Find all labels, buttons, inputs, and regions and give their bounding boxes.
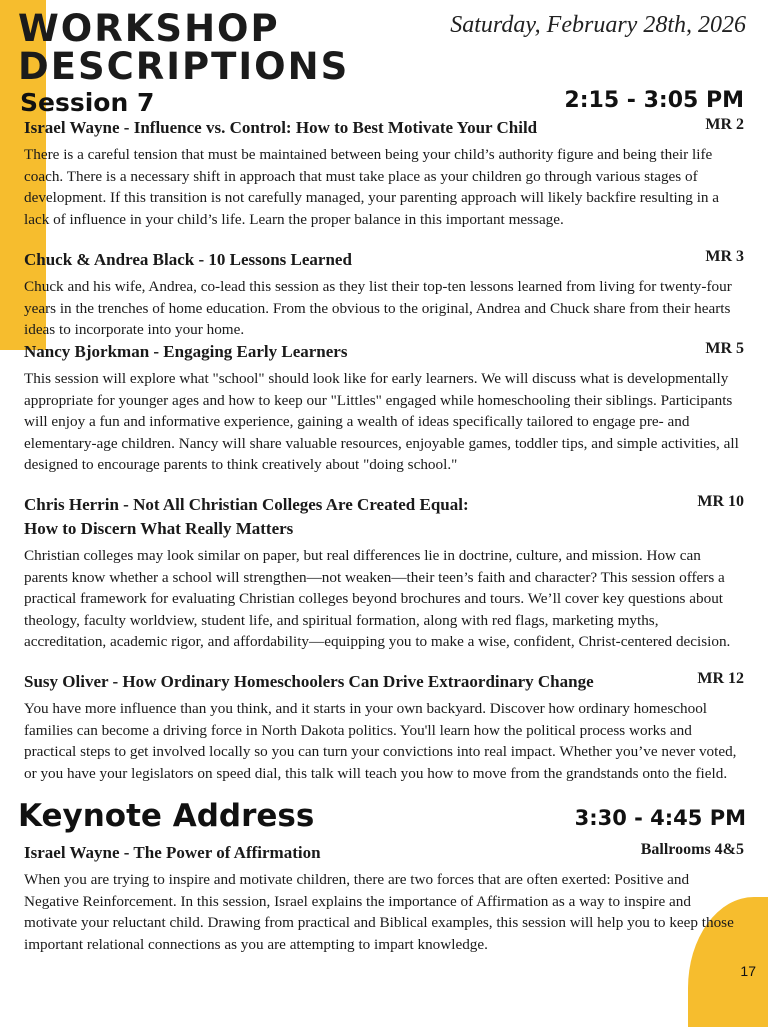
keynote-session bbox=[24, 841, 744, 955]
session-label: Session 7 bbox=[20, 88, 155, 117]
title-line-2: DESCRIPTIONS bbox=[18, 45, 350, 88]
keynote-title: Israel Wayne - The Power of Affirmation bbox=[24, 843, 321, 862]
workshop-nancy-bjorkman bbox=[24, 340, 744, 476]
title-line-1: WORKSHOP bbox=[18, 7, 280, 50]
workshop-room: MR 12 bbox=[697, 670, 744, 687]
workshop-description: You have more influence than you think, and it starts in your own backyard. Discover how ordinary homeschool families can become a driving force in North Dakota politics. You'll learn how the political process works and practical steps to get involved locally so you can turn your convictions into real impact. Whether you’ve never voted, or you have your legislators on speed dial, this talk will teach you how to move from the grandstands onto the field. bbox=[24, 700, 737, 782]
workshop-title: Israel Wayne - Influence vs. Control: How to Best Motivate Your Child bbox=[24, 118, 538, 137]
workshop-chuck-andrea-black bbox=[24, 248, 744, 341]
keynote-time: 3:30 - 4:45 PM bbox=[574, 806, 746, 830]
keynote-label: Keynote Address bbox=[18, 798, 315, 834]
workshop-room: MR 10 bbox=[697, 493, 744, 510]
workshop-subtitle: How to Discern What Really Matters bbox=[24, 519, 294, 538]
page-number: 17 bbox=[740, 963, 756, 979]
workshop-chris-herrin bbox=[24, 493, 744, 653]
workshop-title: Chuck & Andrea Black - 10 Lessons Learned bbox=[24, 250, 352, 269]
workshop-description: Chuck and his wife, Andrea, co-lead this session as they list their top-ten lessons learned from living for twenty-four years in the trenches of home education. From the obvious to the original, Andrea and Chuck share from their hearts ideas to incorporate into your home. bbox=[24, 278, 732, 339]
workshop-title: Chris Herrin - Not All Christian Colleges Are Created Equal: bbox=[24, 495, 469, 514]
workshop-description: This session will explore what "school" should look like for early learners. We will discuss what is developmentally appropriate for younger ages and how to keep our "Littles" engaged while homeschooling their siblings. Participants will enjoy a fun and informative experience, gaining a wealth of ideas specifically tailored to engage pre- and elementary-age children. Nancy will share valuable resources, enjoyable games, toddler tips, and simple activities, all designed to encourage parents to think creatively about "doing school." bbox=[24, 370, 739, 474]
keynote-room: Ballrooms 4&5 bbox=[640, 841, 744, 858]
workshop-room: MR 5 bbox=[705, 340, 744, 357]
page-title bbox=[18, 7, 350, 88]
workshop-room: MR 3 bbox=[705, 248, 744, 265]
keynote-description: When you are trying to inspire and motivate children, there are two forces that are often exerted: Positive and Negative Reinforcement. In this session, Israel explains the importance of Affirmation as a way to inspire and motivate your reluctant child. Drawing from practical and Biblical examples, this session will help you to keep those important relational connections as you are attempting to impart knowledge. bbox=[24, 871, 734, 953]
workshop-description: Christian colleges may look similar on paper, but real differences lie in doctrine, culture, and mission. How can parents know whether a school will strengthen—not weaken—their teen’s faith and character? This session offers a practical framework for evaluating Christian colleges beyond brochures and tours. We’ll cover key questions about theology, faculty worldview, student life, and spiritual formation, along with red flags, marketing myths, accreditation, academic rigor, and affordability—equipping you to make a wise, confident, Christ-centered decision. bbox=[24, 547, 731, 651]
workshop-description: There is a careful tension that must be maintained between being your child’s authority figure and being their life coach. There is a necessary shift in approach that must take place as your children go through various stages of development. If this transition is not carefully managed, your parenting approach will likely backfire resulting in a lack of influence in your child’s life. Learn the proper balance in this important message. bbox=[24, 146, 720, 228]
workshop-room: MR 2 bbox=[705, 116, 744, 133]
workshop-israel-wayne bbox=[24, 116, 744, 230]
session-time: 2:15 - 3:05 PM bbox=[564, 88, 744, 113]
workshop-title: Nancy Bjorkman - Engaging Early Learners bbox=[24, 342, 348, 361]
event-date: Saturday, February 28th, 2026 bbox=[450, 12, 746, 38]
workshop-title: Susy Oliver - How Ordinary Homeschoolers Can Drive Extraordinary Change bbox=[24, 672, 594, 691]
workshop-susy-oliver bbox=[24, 670, 744, 784]
